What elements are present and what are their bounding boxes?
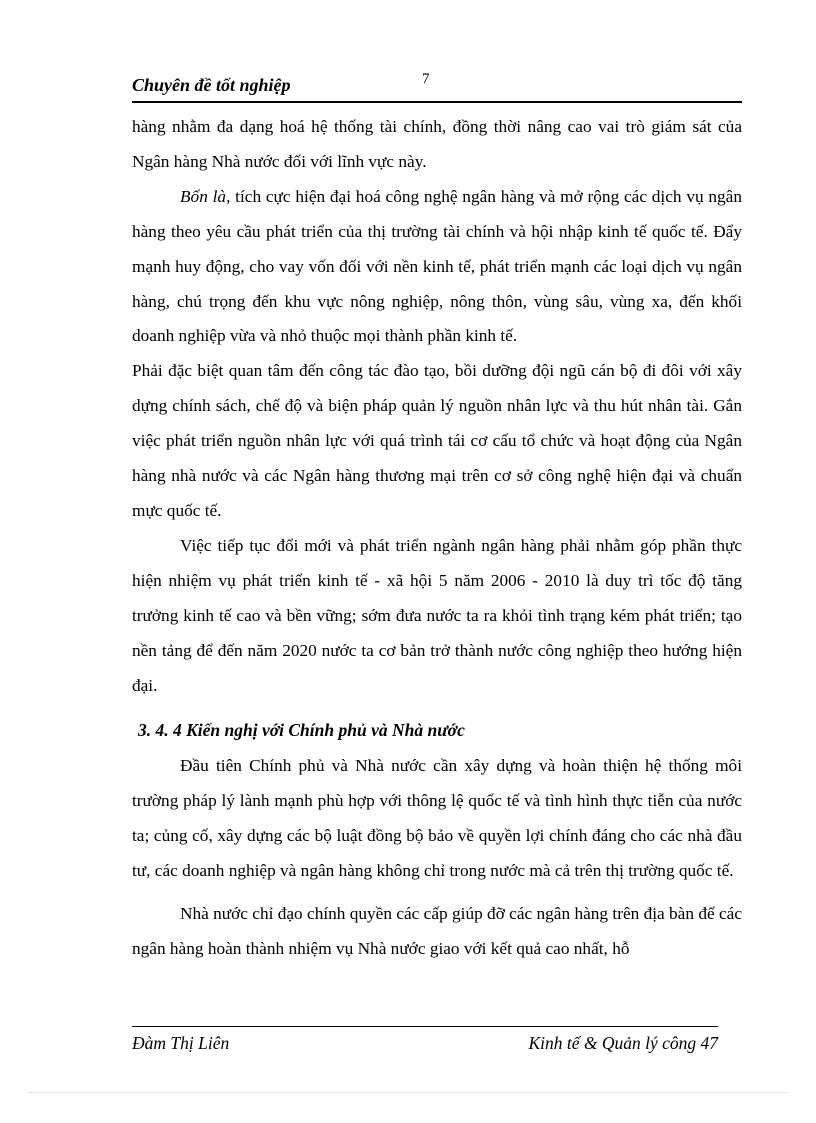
- paragraph-5: Đầu tiên Chính phủ và Nhà nước cần xây dựng và hoàn thiện hệ thống môi trường pháp lý lành mạnh phù hợp với thông lệ quốc tế và tình hình thực tiễn của nước ta; củng cố, xây dựng các bộ luật đồng bộ bảo về quyền lợi chính đáng cho các nhà đầu tư, các doanh nghiệp và ngân hàng không chỉ trong nước mà cả trên thị trường quốc tế.: [132, 756, 742, 881]
- header-title: Chuyên đề tốt nghiệp: [132, 75, 291, 95]
- page-number: 7: [422, 71, 430, 87]
- paragraph-6: Nhà nước chỉ đạo chính quyền các cấp giúp đỡ các ngân hàng trên địa bàn để các ngân hàng hoàn thành nhiệm vụ Nhà nước giao với kết quả cao nhất, hỗ: [132, 904, 742, 958]
- paragraph-3: Phải đặc biệt quan tâm đến công tác đào tạo, bồi dưỡng đội ngũ cán bộ đi đôi với xây dựng chính sách, chế độ và biện pháp quản lý nguồn nhân lực và thu hút nhân tài. Gắn việc phát triển nguồn nhân lực với quá trình tái cơ cấu tổ chức và hoạt động của Ngân hàng nhà nước và các Ngân hàng thương mại trên cơ sở công nghệ hiện đại và chuẩn mực quốc tế.: [132, 361, 742, 520]
- paragraph-4: Việc tiếp tục đổi mới và phát triển ngành ngân hàng phải nhằm góp phần thực hiện nhiệm vụ phát triển kinh tế - xã hội 5 năm 2006 - 2010 là duy trì tốc độ tăng trưởng kinh tế cao và bền vững; sớm đưa nước ta ra khỏi tình trạng kém phát triển; tạo nền tảng để đến năm 2020 nước ta cơ bản trở thành nước công nghiệp theo hướng hiện đại.: [132, 535, 742, 695]
- paragraph-2-text: tích cực hiện đại hoá công nghệ ngân hàng và mở rộng các dịch vụ ngân hàng theo yêu cầu phát triển của thị trường tài chính và hội nhập kinh tế quốc tế. Đẩy mạnh huy động, cho vay vốn đối với nền kinh tế, phát triển mạnh các loại dịch vụ ngân hàng, chú trọng đến khu vực nông nghiệp, nông thôn, vùng sâu, vùng xa, đến khối doanh nghiệp vừa và nhỏ thuộc mọi thành phần kinh tế.: [132, 186, 742, 346]
- page-bottom-border: [28, 1092, 788, 1093]
- page-header: [132, 73, 742, 103]
- footer-author: Đàm Thị Liên: [132, 1033, 230, 1053]
- page-footer: [132, 1026, 718, 1063]
- document-body: [132, 110, 742, 967]
- paragraph-2: [132, 180, 742, 355]
- section-heading: 3. 4. 4 Kiến nghị với Chính phủ và Nhà nước: [138, 720, 465, 741]
- paragraph-2-lead: Bốn là,: [180, 186, 231, 206]
- footer-course: Kinh tế & Quản lý công 47: [528, 1033, 718, 1053]
- paragraph-1: hàng nhằm đa dạng hoá hệ thống tài chính, đồng thời nâng cao vai trò giám sát của Ngân hàng Nhà nước đối với lĩnh vực này.: [132, 117, 742, 171]
